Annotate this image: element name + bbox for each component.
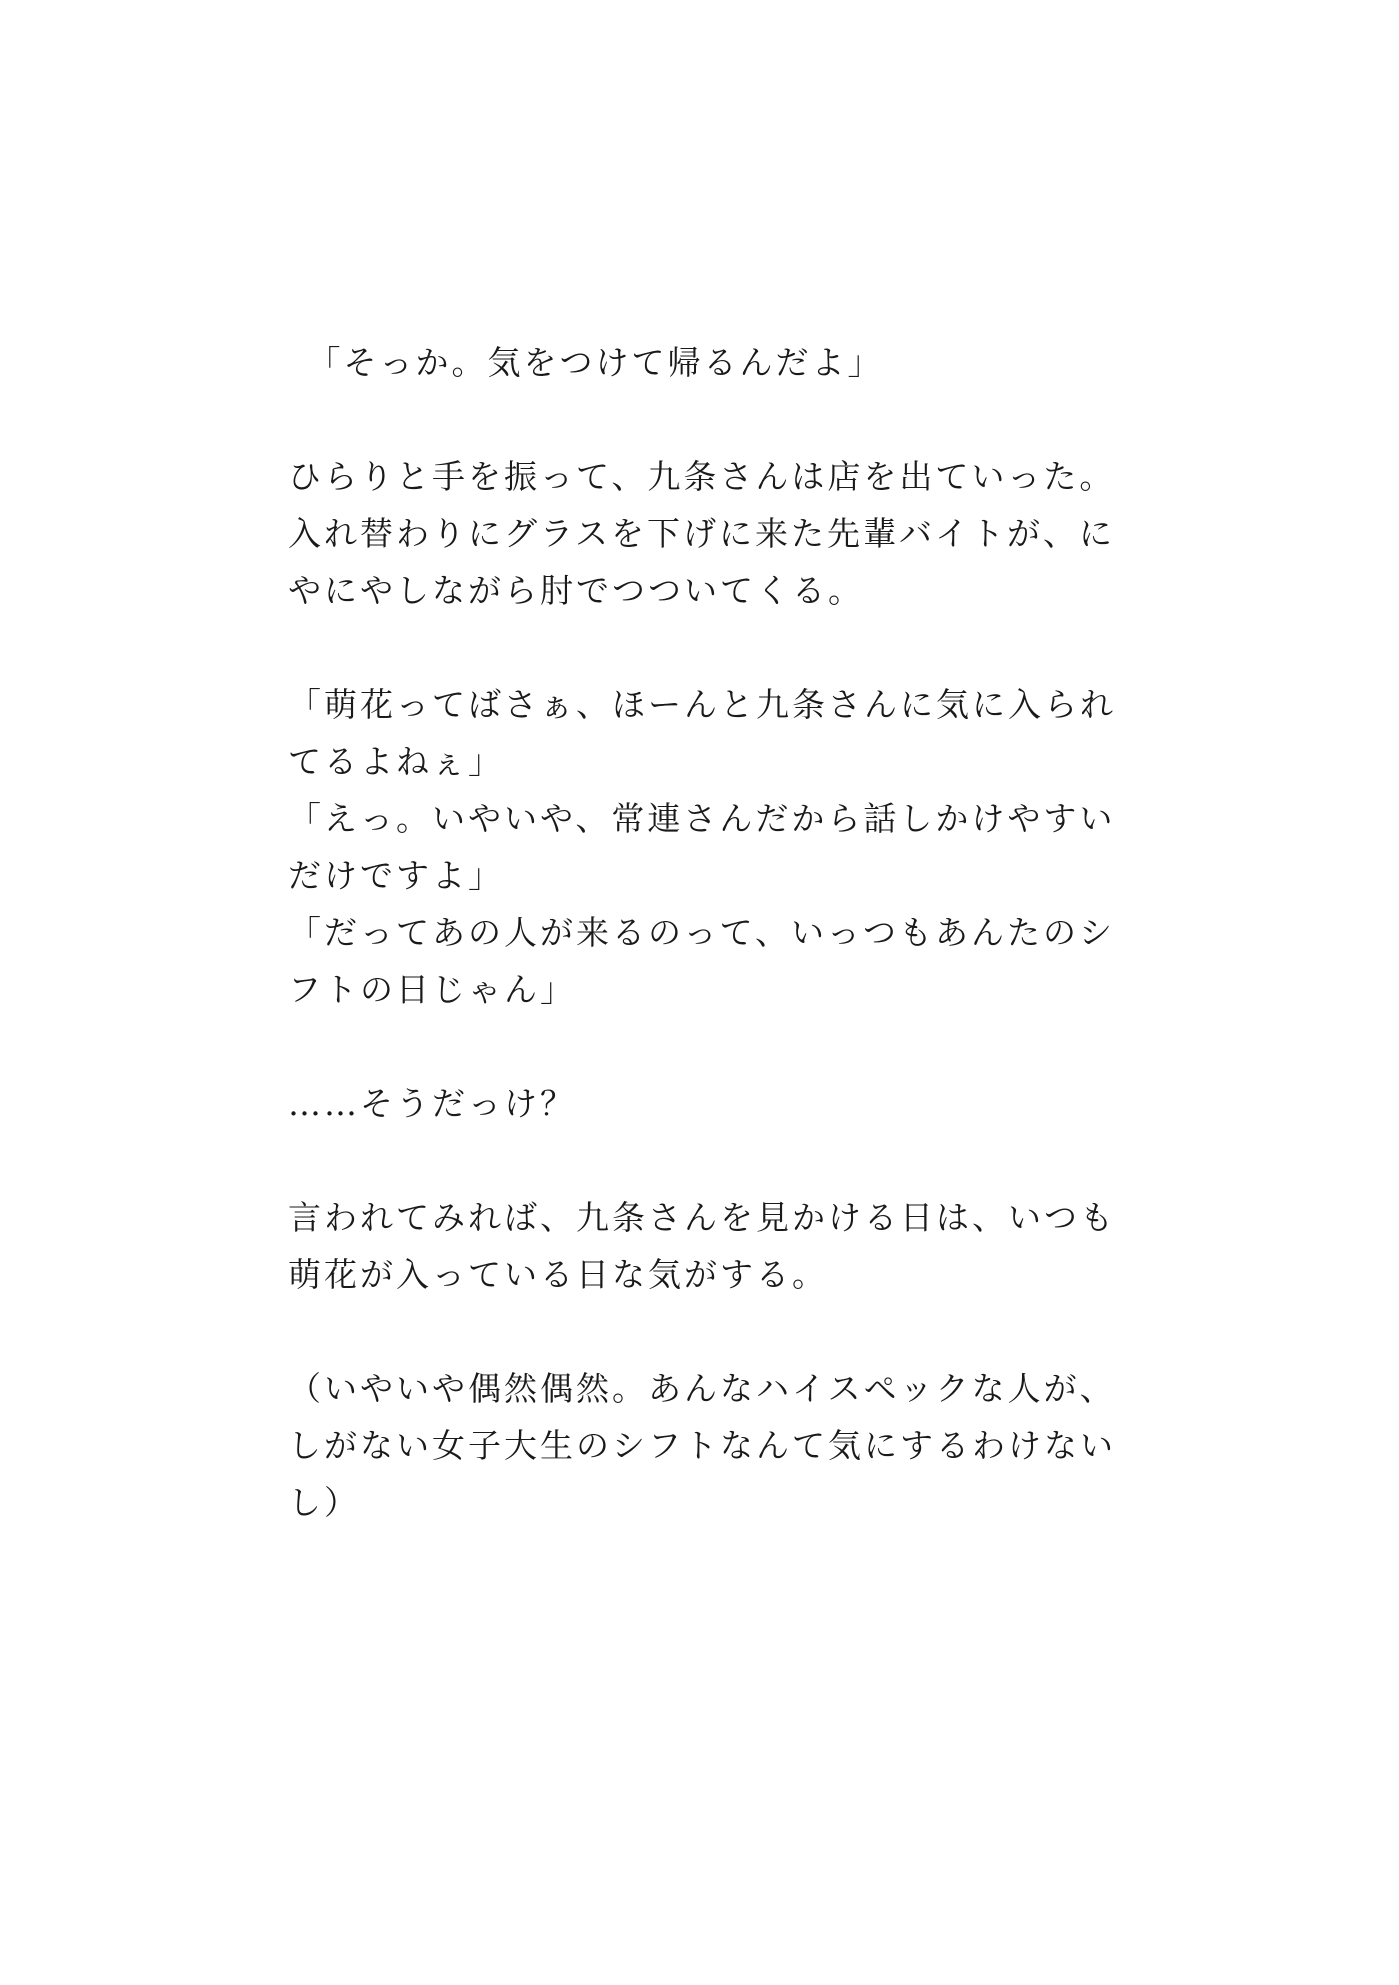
- text-line: ……そうだっけ？: [288, 1084, 576, 1123]
- blank-line: [288, 391, 1108, 448]
- text-line: 言われてみれば、九条さんを見かける日は、いつも: [288, 1198, 1116, 1237]
- blank-line: [288, 1018, 1108, 1075]
- text-line: 萌花が入っている日な気がする。: [288, 1255, 828, 1294]
- text-line: しがない女子大生のシフトなんて気にするわけない: [288, 1426, 1116, 1465]
- text-line: 「だってあの人が来るのって、いっつもあんたのシ: [288, 913, 1116, 952]
- text-line: ひらりと手を振って、九条さんは店を出ていった。: [288, 457, 1116, 496]
- text-line: てるよねぇ」: [288, 742, 504, 781]
- text-line: 「えっ。いやいや、常連さんだから話しかけやすい: [288, 799, 1116, 838]
- blank-line: [288, 1132, 1108, 1189]
- blank-line: [288, 1303, 1108, 1360]
- blank-line: [288, 619, 1108, 676]
- text-line: 入れ替わりにグラスを下げに来た先輩バイトが、に: [288, 514, 1116, 553]
- text-line: し）: [288, 1483, 360, 1522]
- text-line: やにやしながら肘でつついてくる。: [288, 571, 864, 610]
- text-line: 「そっか。気をつけて帰るんだよ」: [288, 343, 884, 382]
- body-text: [288, 334, 1116, 1531]
- text-line: だけですよ」: [288, 856, 504, 895]
- text-line: （いやいや偶然偶然。あんなハイスペックな人が、: [288, 1369, 1116, 1408]
- text-line: フトの日じゃん」: [288, 970, 576, 1009]
- text-line: 「萌花ってばさぁ、ほーんと九条さんに気に入られ: [288, 685, 1116, 724]
